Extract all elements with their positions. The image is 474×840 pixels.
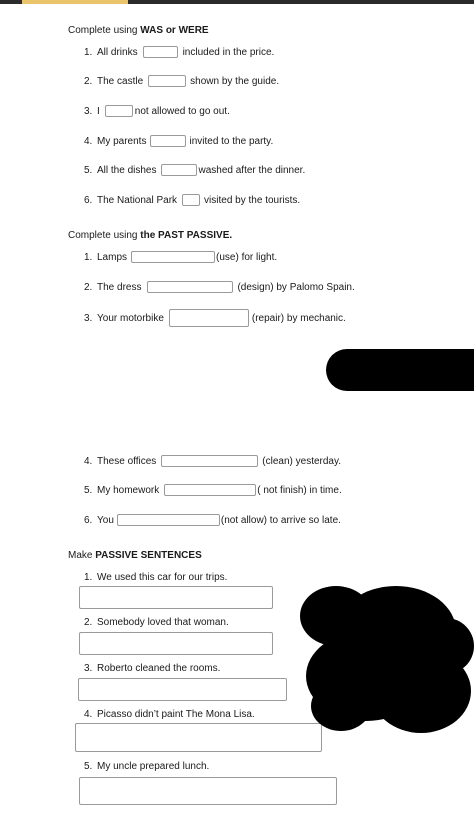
answer-box[interactable] xyxy=(75,723,322,752)
item-text-before: All the dishes xyxy=(97,164,157,176)
answer-blank[interactable] xyxy=(147,281,233,293)
item-text: My uncle prepared lunch. xyxy=(97,760,210,772)
s2-item-2 xyxy=(84,279,355,295)
s1-item-4 xyxy=(84,133,273,149)
answer-blank[interactable] xyxy=(169,309,249,327)
s3-item-5 xyxy=(84,758,209,774)
item-number: 5. xyxy=(84,760,93,772)
s3-item-3 xyxy=(84,660,220,676)
item-text-after: (clean) yesterday. xyxy=(262,455,342,467)
item-text-before: These offices xyxy=(97,455,157,467)
item-text-after: (design) by Palomo Spain. xyxy=(237,281,355,293)
s2-item-5 xyxy=(84,482,342,498)
item-number: 3. xyxy=(84,312,93,324)
s2-item-6 xyxy=(84,512,341,528)
redaction-blot xyxy=(326,349,474,391)
item-number: 4. xyxy=(84,135,93,147)
answer-blank[interactable] xyxy=(117,514,220,526)
item-text-after: ( not finish) in time. xyxy=(257,484,342,496)
section2-heading-prefix: Complete using xyxy=(68,230,141,241)
answer-blank[interactable] xyxy=(148,75,186,87)
s3-item-4 xyxy=(84,706,255,722)
answer-blank[interactable] xyxy=(161,164,197,176)
item-number: 5. xyxy=(84,164,93,176)
section1-heading-bold: WAS or WERE xyxy=(140,25,209,36)
item-text-after: visited by the tourists. xyxy=(204,194,301,206)
item-text: Somebody loved that woman. xyxy=(97,616,229,628)
item-number: 2. xyxy=(84,75,93,87)
top-bar xyxy=(0,0,474,4)
item-text-after: included in the price. xyxy=(182,46,275,58)
answer-box[interactable] xyxy=(79,586,273,609)
item-text-before: Your motorbike xyxy=(97,312,164,324)
s3-item-1 xyxy=(84,569,227,585)
item-number: 1. xyxy=(84,251,93,263)
item-text-after: invited to the party. xyxy=(189,135,274,147)
item-number: 3. xyxy=(84,662,93,674)
item-text-before: I xyxy=(97,105,100,117)
s1-item-2 xyxy=(84,73,279,89)
answer-box[interactable] xyxy=(79,777,337,805)
section2-heading-bold: the PAST PASSIVE. xyxy=(140,230,233,241)
section1-heading xyxy=(68,25,209,36)
answer-blank[interactable] xyxy=(161,455,258,467)
answer-blank[interactable] xyxy=(182,194,200,206)
answer-blank[interactable] xyxy=(164,484,256,496)
item-text-after: (use) for light. xyxy=(216,251,278,263)
item-text-before: All drinks xyxy=(97,46,138,58)
section1-heading-prefix: Complete using xyxy=(68,25,141,36)
item-text-before: The castle xyxy=(97,75,144,87)
redaction-blot-2 xyxy=(296,586,474,736)
item-text-after: not allowed to go out. xyxy=(134,105,230,117)
item-number: 2. xyxy=(84,281,93,293)
item-text-after: shown by the guide. xyxy=(190,75,280,87)
item-number: 4. xyxy=(84,708,93,720)
s1-item-6 xyxy=(84,192,300,208)
s3-item-2 xyxy=(84,614,229,630)
item-text-before: The National Park xyxy=(97,194,178,206)
item-number: 5. xyxy=(84,484,93,496)
answer-blank[interactable] xyxy=(150,135,186,147)
item-text-before: The dress xyxy=(97,281,142,293)
s2-item-1 xyxy=(84,249,277,265)
answer-box[interactable] xyxy=(78,678,287,701)
item-text: We used this car for our trips. xyxy=(97,571,228,583)
answer-blank[interactable] xyxy=(105,105,133,117)
s1-item-3 xyxy=(84,103,230,119)
item-number: 1. xyxy=(84,571,93,583)
item-text-before: My homework xyxy=(97,484,160,496)
item-text-before: Lamps xyxy=(97,251,128,263)
section3-heading xyxy=(68,550,202,561)
section2-heading xyxy=(68,230,232,241)
item-number: 1. xyxy=(84,46,93,58)
section3-heading-prefix: Make xyxy=(68,550,96,561)
item-number: 6. xyxy=(84,194,93,206)
top-bar-accent xyxy=(22,0,128,4)
item-text-before: You xyxy=(97,514,114,526)
item-number: 4. xyxy=(84,455,93,467)
s1-item-5 xyxy=(84,162,305,178)
s2-item-4 xyxy=(84,453,341,469)
section3-heading-bold: PASSIVE SENTENCES xyxy=(95,550,202,561)
item-text-before: My parents xyxy=(97,135,147,147)
answer-box[interactable] xyxy=(79,632,273,655)
item-number: 3. xyxy=(84,105,93,117)
item-text: Picasso didn’t paint The Mona Lisa. xyxy=(97,708,255,720)
answer-blank[interactable] xyxy=(131,251,215,263)
item-number: 2. xyxy=(84,616,93,628)
item-number: 6. xyxy=(84,514,93,526)
s1-item-1 xyxy=(84,44,274,60)
s2-item-3 xyxy=(84,310,346,326)
answer-blank[interactable] xyxy=(143,46,178,58)
item-text: Roberto cleaned the rooms. xyxy=(97,662,221,674)
item-text-after: washed after the dinner. xyxy=(198,164,306,176)
item-text-after: (not allow) to arrive so late. xyxy=(220,514,341,526)
item-text-after: (repair) by mechanic. xyxy=(251,312,346,324)
